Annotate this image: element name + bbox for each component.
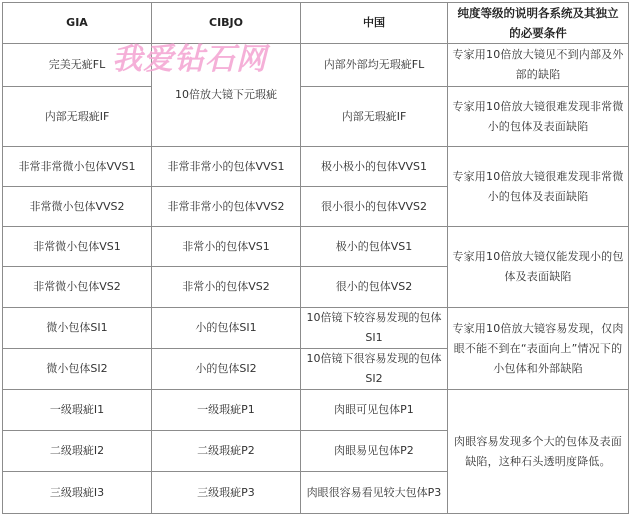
table-row [3,308,629,349]
cell-cibjo-vvs1: 非常非常小的包体VVS1 [152,147,301,187]
cell-cibjo-i3: 三级瑕疵P3 [152,472,301,514]
cell-cibjo-si2: 小的包体SI2 [152,349,301,390]
cell-gia-i1: 一级瑕疵I1 [3,390,152,431]
cell-china-i2: 肉眼易见包体P2 [301,431,448,472]
cell-china-i1: 肉眼可见包体P1 [301,390,448,431]
cell-cibjo-si1: 小的包体SI1 [152,308,301,349]
header-cibjo: CIBJO [152,3,301,44]
watermark-text: 我爱钻石网 [112,42,267,77]
cell-china-vs2: 很小的包体VS2 [301,267,448,308]
cell-cibjo-i1: 一级瑕疵P1 [152,390,301,431]
cell-desc-vs: 专家用10倍放大镜仅能发现小的包体及表面缺陷 [448,227,629,308]
cell-gia-fl: 完美无疵FL [3,44,152,87]
cell-china-vvs1: 极小极小的包体VVS1 [301,147,448,187]
cell-gia-if: 内部无瑕疵IF [3,87,152,147]
header-china: 中国 [301,3,448,44]
cell-desc-vvs: 专家用10倍放大镜很难发现非常微小的包体及表面缺陷 [448,147,629,227]
cell-gia-si1: 微小包体SI1 [3,308,152,349]
cell-gia-i3: 三级瑕疵I3 [3,472,152,514]
clarity-grade-table [2,2,629,514]
cell-desc-si: 专家用10倍放大镜容易发现，仅肉眼不能不到在“表面向上”情况下的小包体和外部缺陷 [448,308,629,390]
cell-china-si2: 10倍镜下很容易发现的包体SI2 [301,349,448,390]
cell-china-vs1: 极小的包体VS1 [301,227,448,267]
cell-cibjo-vs1: 非常小的包体VS1 [152,227,301,267]
cell-gia-i2: 二级瑕疵I2 [3,431,152,472]
table-row [3,44,629,87]
cell-china-si1: 10倍镜下较容易发现的包体SI1 [301,308,448,349]
cell-desc-if: 专家用10倍放大镜很难发现非常微小的包体及表面缺陷 [448,87,629,147]
table-row [3,147,629,187]
cell-gia-vs1: 非常微小包体VS1 [3,227,152,267]
cell-gia-vs2: 非常微小包体VS2 [3,267,152,308]
table-row [3,390,629,431]
cell-cibjo-fl-if: 10倍放大镜下元瑕疵 [152,44,301,147]
header-gia: GIA [3,3,152,44]
cell-desc-i: 肉眼容易发现多个大的包体及表面缺陷，这种石头透明度降低。 [448,390,629,514]
cell-cibjo-i2: 二级瑕疵P2 [152,431,301,472]
cell-china-fl: 内部外部均无瑕疵FL [301,44,448,87]
cell-gia-vvs2: 非常微小包体VVS2 [3,187,152,227]
cell-gia-vvs1: 非常非常微小包体VVS1 [3,147,152,187]
cell-desc-fl: 专家用10倍放大镜见不到内部及外部的缺陷 [448,44,629,87]
cell-cibjo-vvs2: 非常非常小的包体VVS2 [152,187,301,227]
cell-cibjo-vs2: 非常小的包体VS2 [152,267,301,308]
cell-china-if: 内部无瑕疵IF [301,87,448,147]
table-row [3,87,629,147]
header-description: 纯度等级的说明各系统及其独立的必要条件 [448,3,629,44]
table-row [3,227,629,267]
cell-china-i3: 肉眼很容易看见较大包体P3 [301,472,448,514]
cell-china-vvs2: 很小很小的包体VVS2 [301,187,448,227]
header-row [3,3,629,44]
cell-gia-si2: 微小包体SI2 [3,349,152,390]
